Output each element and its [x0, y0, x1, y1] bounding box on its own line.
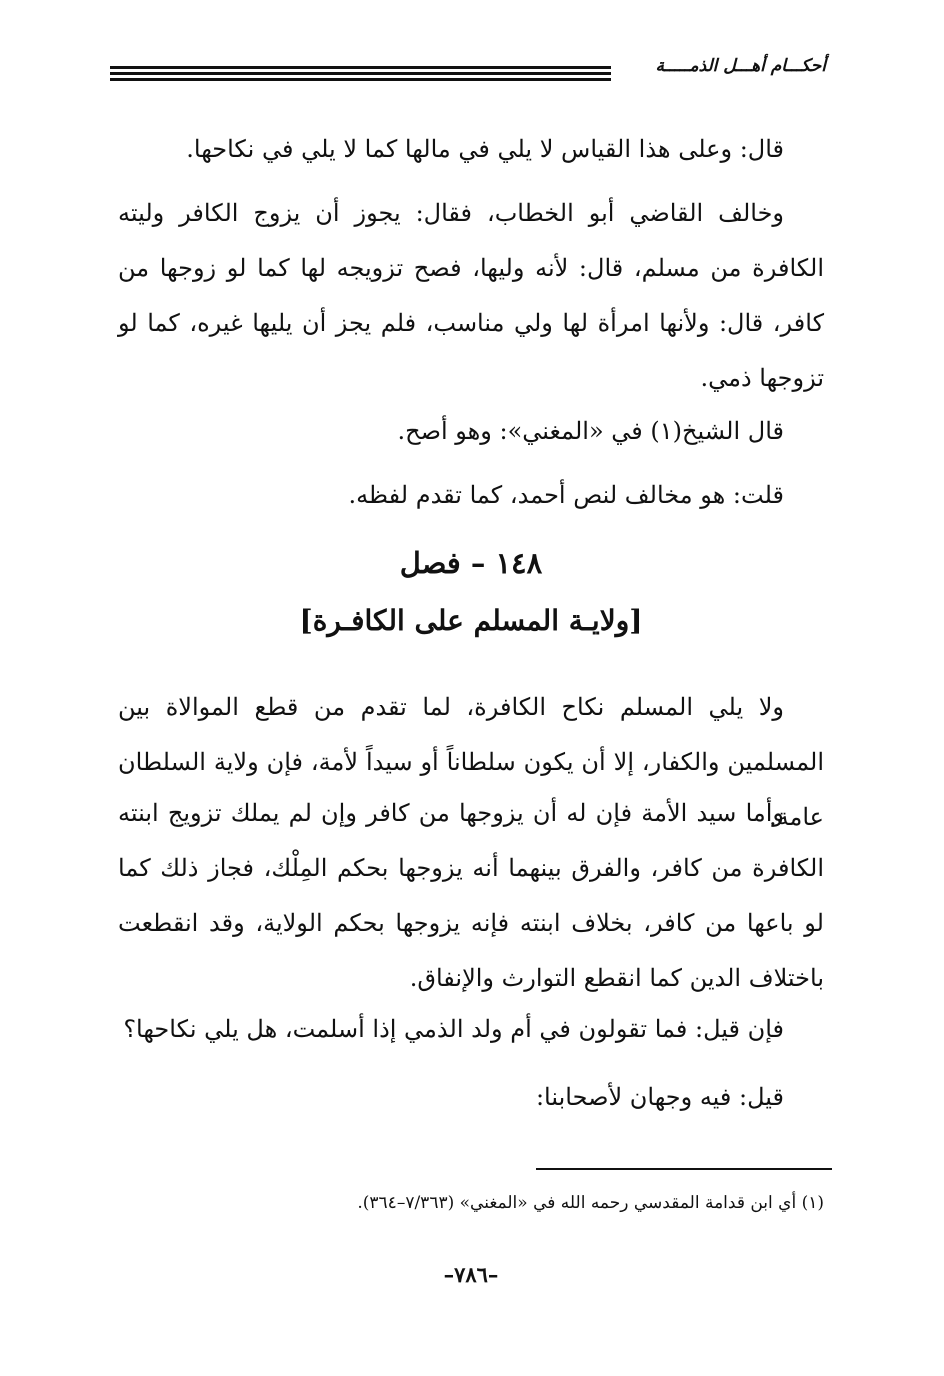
header-rule: [110, 78, 611, 81]
page-number: –٧٨٦–: [443, 1262, 499, 1287]
paragraph: فإن قيل: فما تقولون في أم ولد الذمي إذا أسلمت، هل يلي نكاحها؟: [123, 1015, 784, 1043]
paragraph: ولا يلي المسلم نكاح الكافرة، لما تقدم من قطع الموالاة بين المسلمين والكفار، إلا أن يكون سلطاناً أو سيداً لأمة، فإن ولاية السلطان عامة.: [118, 693, 824, 831]
header-rule: [110, 72, 611, 75]
section-number: ١٤٨ – فصل: [399, 546, 543, 580]
footnote: (١) أي ابن قدامة المقدسي رحمه الله في «المغني» (٧/٣٦٣–٣٦٤).: [357, 1193, 824, 1213]
running-title: أحكـــام أهـــل الذمـــــة: [655, 56, 826, 76]
paragraph: وخالف القاضي أبو الخطاب، فقال: يجوز أن يزوج الكافر وليته الكافرة من مسلم، قال: لأنه وليها، فصح تزويجه لها كما لو زوجها من كافر، قال: ولأنها امرأة لها ولي مناسب، فلم يجز أن يليها غيره، كما لو تزوجها ذمي.: [118, 199, 825, 392]
paragraph: قال: وعلى هذا القياس لا يلي في مالها كما لا يلي في نكاحها.: [186, 135, 784, 163]
paragraph: قيل: فيه وجهان لأصحابنا:: [535, 1083, 784, 1111]
paragraph: قلت: هو مخالف لنص أحمد، كما تقدم لفظه.: [348, 481, 784, 509]
section-title: [ولايـة المسلم على الكافـرة]: [299, 604, 643, 637]
footnote-rule: [536, 1168, 832, 1170]
paragraph: قال الشيخ(١) في «المغني»: وهو أصح.: [397, 417, 784, 445]
header-rule: [110, 66, 611, 69]
paragraph: وأما سيد الأمة فإن له أن يزوجها من كافر وإن لم يملك تزويج ابنته الكافرة من كافر، والفرق بينهما أنه يزوجها بحكم المِلْك، فجاز ذلك كما لو باعها من كافر، بخلاف ابنته فإنه يزوجها بحكم الولاية، وقد انقطعت باختلاف الدين كما انقطع التوارث والإنفاق.: [118, 799, 824, 992]
running-header: [110, 52, 826, 92]
